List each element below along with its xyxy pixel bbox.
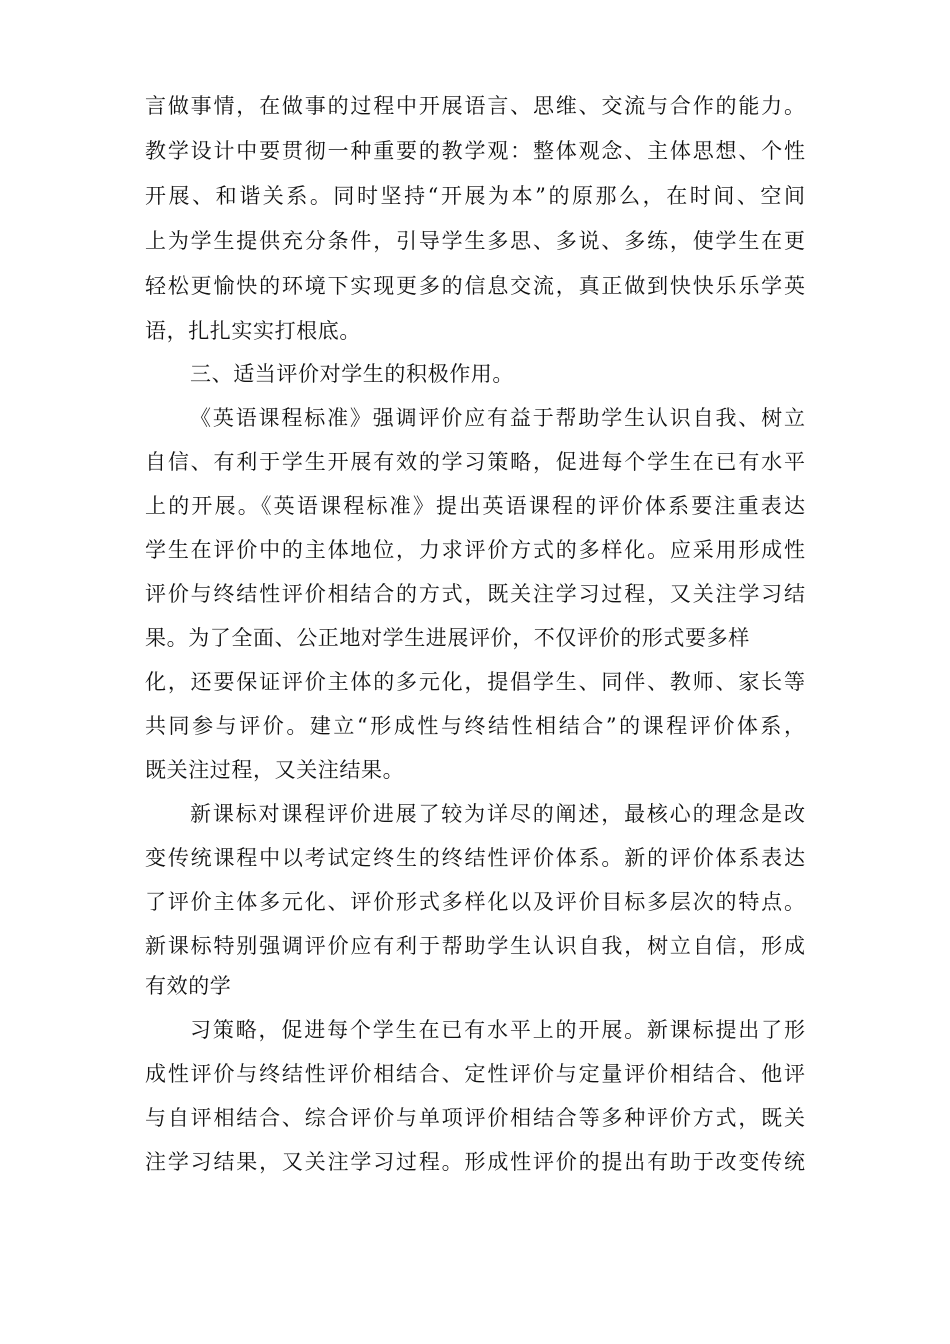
text-line: 有效的学 — [145, 974, 232, 998]
section-heading: 三、适当评价对学生的积极作用。 — [190, 362, 514, 386]
text-line: 评价与终结性评价相结合的方式，既关注学习过程，又关注学习结 — [145, 582, 805, 606]
text-line: 与自评相结合、综合评价与单项评价相结合等多种评价方式，既关 — [145, 1106, 805, 1130]
text-line: 既关注过程，又关注结果。 — [145, 758, 405, 782]
text-line: 成性评价与终结性评价相结合、定性评价与定量评价相结合、他评 — [145, 1062, 805, 1086]
text-line: 共同参与评价。建立“形成性与终结性相结合”的课程评价体系， — [145, 714, 805, 738]
text-line: 《英语课程标准》强调评价应有益于帮助学生认识自我、树立 — [190, 406, 805, 430]
text-line: 教学设计中要贯彻一种重要的教学观：整体观念、主体思想、个性 — [145, 139, 805, 163]
text-line: 注学习结果，又关注学习过程。形成性评价的提出有助于改变传统 — [145, 1150, 805, 1174]
text-line: 语，扎扎实实打根底。 — [145, 319, 361, 343]
text-line: 自信、有利于学生开展有效的学习策略，促进每个学生在已有水平 — [145, 450, 805, 474]
text-line: 轻松更愉快的环境下实现更多的信息交流，真正做到快快乐乐学英 — [145, 274, 805, 298]
text-line: 开展、和谐关系。同时坚持“开展为本”的原那么，在时间、空间 — [145, 184, 805, 208]
text-line: 变传统课程中以考试定终生的终结性评价体系。新的评价体系表达 — [145, 846, 805, 870]
text-line: 了评价主体多元化、评价形式多样化以及评价目标多层次的特点。 — [145, 890, 805, 914]
text-line: 上的开展。《英语课程标准》提出英语课程的评价体系要注重表达 — [145, 494, 805, 518]
text-line: 新课标对课程评价进展了较为详尽的阐述，最核心的理念是改 — [190, 802, 805, 826]
text-line: 化，还要保证评价主体的多元化，提倡学生、同伴、教师、家长等 — [145, 670, 805, 694]
text-line: 学生在评价中的主体地位，力求评价方式的多样化。应采用形成性 — [145, 538, 805, 562]
text-line: 习策略，促进每个学生在已有水平上的开展。新课标提出了形 — [190, 1018, 805, 1042]
text-line: 上为学生提供充分条件，引导学生多思、多说、多练，使学生在更 — [145, 229, 805, 253]
text-line: 新课标特别强调评价应有利于帮助学生认识自我，树立自信，形成 — [145, 934, 805, 958]
text-line: 言做事情，在做事的过程中开展语言、思维、交流与合作的能力。 — [145, 94, 805, 118]
text-line: 果。为了全面、公正地对学生进展评价，不仅评价的形式要多样 — [145, 626, 750, 650]
